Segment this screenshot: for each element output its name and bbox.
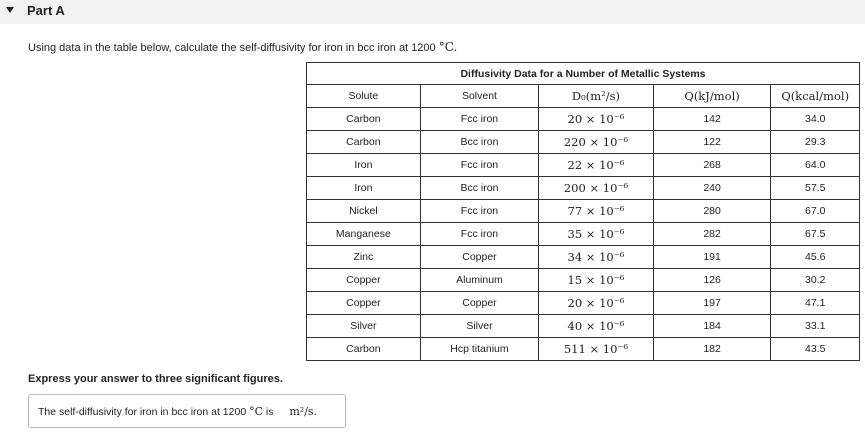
answer-temp-unit: °C <box>249 405 263 418</box>
cell-q-kj: 268 <box>653 154 771 177</box>
cell-d0: 34 × 10⁻⁶ <box>539 246 654 269</box>
cell-q-kj: 280 <box>653 200 771 223</box>
table-row <box>307 246 860 269</box>
part-title: Part A <box>27 3 65 18</box>
cell-solute: Nickel <box>307 200 421 223</box>
cell-q-kcal: 57.5 <box>771 177 860 200</box>
cell-q-kcal: 43.5 <box>771 338 860 361</box>
cell-q-kj: 122 <box>653 131 771 154</box>
header-d0: D₀(m²/s) <box>539 85 654 108</box>
cell-q-kj: 191 <box>653 246 771 269</box>
table-row <box>307 292 860 315</box>
cell-d0: 22 × 10⁻⁶ <box>539 154 654 177</box>
cell-solute: Carbon <box>307 338 421 361</box>
cell-d0: 20 × 10⁻⁶ <box>539 108 654 131</box>
cell-solvent: Copper <box>420 292 538 315</box>
cell-solvent: Fcc iron <box>420 108 538 131</box>
table-row <box>307 223 860 246</box>
cell-solvent: Hcp titanium <box>420 338 538 361</box>
cell-d0: 35 × 10⁻⁶ <box>539 223 654 246</box>
table-row <box>307 269 860 292</box>
cell-q-kcal: 33.1 <box>771 315 860 338</box>
table-row <box>307 108 860 131</box>
question-text <box>28 40 457 54</box>
cell-q-kcal: 64.0 <box>771 154 860 177</box>
cell-solute: Carbon <box>307 108 421 131</box>
cell-solute: Manganese <box>307 223 421 246</box>
cell-q-kj: 182 <box>653 338 771 361</box>
cell-solvent: Copper <box>420 246 538 269</box>
cell-d0: 20 × 10⁻⁶ <box>539 292 654 315</box>
cell-d0: 220 × 10⁻⁶ <box>539 131 654 154</box>
cell-q-kj: 197 <box>653 292 771 315</box>
cell-q-kcal: 30.2 <box>771 269 860 292</box>
cell-solvent: Fcc iron <box>420 154 538 177</box>
part-header[interactable] <box>0 0 865 24</box>
cell-d0: 200 × 10⁻⁶ <box>539 177 654 200</box>
cell-q-kj: 142 <box>653 108 771 131</box>
header-q-kj: Q(kJ/mol) <box>653 85 771 108</box>
collapse-caret-icon[interactable] <box>6 7 14 13</box>
cell-q-kj: 282 <box>653 223 771 246</box>
cell-solute: Zinc <box>307 246 421 269</box>
cell-q-kj: 184 <box>653 315 771 338</box>
cell-q-kcal: 67.5 <box>771 223 860 246</box>
cell-q-kcal: 34.0 <box>771 108 860 131</box>
question-temp-unit: °C. <box>438 40 458 54</box>
table-row <box>307 154 860 177</box>
cell-solvent: Bcc iron <box>420 177 538 200</box>
cell-solvent: Bcc iron <box>420 131 538 154</box>
table-row <box>307 131 860 154</box>
answer-unit: m²/s. <box>289 405 318 418</box>
cell-solvent: Fcc iron <box>420 223 538 246</box>
table-row <box>307 338 860 361</box>
cell-solvent: Silver <box>420 315 538 338</box>
instruction-text: Express your answer to three significant figures. <box>28 373 283 385</box>
table-body <box>307 108 860 361</box>
table-row <box>307 177 860 200</box>
table-caption: Diffusivity Data for a Number of Metallic Systems <box>307 63 860 85</box>
question-body: Using data in the table below, calculate the self-diffusivity for iron in bcc iron at 1200 <box>28 42 436 54</box>
cell-d0: 77 × 10⁻⁶ <box>539 200 654 223</box>
cell-d0: 511 × 10⁻⁶ <box>539 338 654 361</box>
header-q-kcal: Q(kcal/mol) <box>771 85 860 108</box>
cell-solute: Copper <box>307 269 421 292</box>
cell-solute: Iron <box>307 177 421 200</box>
cell-q-kj: 240 <box>653 177 771 200</box>
cell-solute: Iron <box>307 154 421 177</box>
header-solvent: Solvent <box>420 85 538 108</box>
cell-q-kcal: 47.1 <box>771 292 860 315</box>
answer-prefix: The self-diffusivity for iron in bcc iron at 1200 <box>38 406 247 418</box>
header-solute: Solute <box>307 85 421 108</box>
cell-solvent: Aluminum <box>420 269 538 292</box>
cell-solute: Silver <box>307 315 421 338</box>
cell-q-kcal: 45.6 <box>771 246 860 269</box>
answer-box[interactable] <box>28 394 346 428</box>
table-row <box>307 315 860 338</box>
diffusivity-table <box>306 62 860 361</box>
cell-q-kcal: 67.0 <box>771 200 860 223</box>
answer-is: is <box>265 406 274 418</box>
cell-solute: Carbon <box>307 131 421 154</box>
cell-solvent: Fcc iron <box>420 200 538 223</box>
cell-d0: 15 × 10⁻⁶ <box>539 269 654 292</box>
cell-d0: 40 × 10⁻⁶ <box>539 315 654 338</box>
cell-q-kcal: 29.3 <box>771 131 860 154</box>
cell-q-kj: 126 <box>653 269 771 292</box>
table-row <box>307 200 860 223</box>
table-header-row <box>307 85 860 108</box>
cell-solute: Copper <box>307 292 421 315</box>
